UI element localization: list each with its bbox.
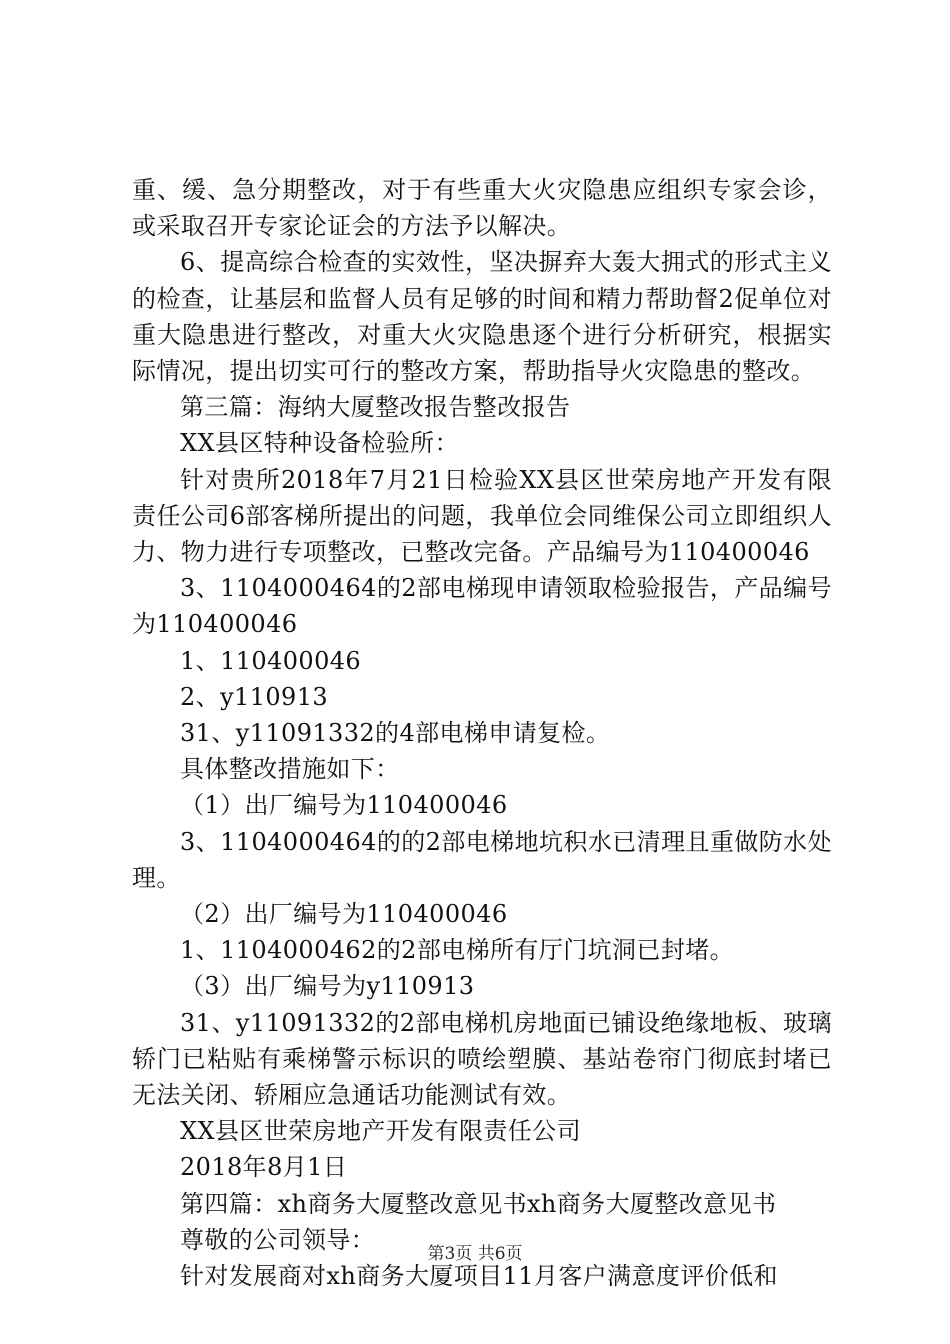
paragraph: 针对发展商对xh商务大厦项目11月客户满意度评价低和 <box>180 1262 778 1291</box>
paragraph: 针对贵所2018年7月21日检验XX县区世荣房地产开发有限责任公司6部客梯所提出的问题，我单位会同维保公司立即组织人力、物力进行专项整改，已整改完备。产品编号为110400046 <box>132 465 832 567</box>
paragraph: （3）出厂编号为y110913 <box>180 972 475 1001</box>
paragraph: 1、1104000462的2部电梯所有厅门坑洞已封堵。 <box>180 936 735 965</box>
paragraph: 第四篇：xh商务大厦整改意见书xh商务大厦整改意见书 <box>180 1189 777 1218</box>
paragraph: 31、y11091332的2部电梯机房地面已铺设绝缘地板、玻璃轿门已粘贴有乘梯警示标识的喷绘塑膜、基站卷帘门彻底封堵已无法关闭、轿厢应急通话功能测试有效。 <box>132 1008 832 1110</box>
paragraph: XX县区特种设备检验所： <box>180 429 459 458</box>
paragraph: 2、y110913 <box>180 682 329 711</box>
paragraph: 具体整改措施如下： <box>180 755 400 784</box>
paragraph: 31、y11091332的4部电梯申请复检。 <box>180 719 611 748</box>
paragraph: 2018年8月1日 <box>180 1153 348 1182</box>
paragraph: （1）出厂编号为110400046 <box>180 791 508 820</box>
paragraph: 尊敬的公司领导： <box>180 1225 376 1254</box>
paragraph: 第三篇：海纳大厦整改报告整改报告 <box>180 393 571 422</box>
paragraph: 6、提高综合检查的实效性，坚决摒弃大轰大拥式的形式主义的检查，让基层和监督人员有足够的时间和精力帮助督2促单位对重大隐患进行整改，对重大火灾隐患逐个进行分析研究，根据实际情况，提出切实可行的整改方案，帮助指导火灾隐患的整改。 <box>132 248 832 386</box>
paragraph: 重、缓、急分期整改，对于有些重大火灾隐患应组织专家会诊，或采取召开专家论证会的方法予以解决。 <box>132 176 832 241</box>
paragraph: 3、1104000464的的2部电梯地坑积水已清理且重做防水处理。 <box>132 827 832 892</box>
paragraph: 3、1104000464的2部电梯现申请领取检验报告，产品编号为110400046 <box>132 574 832 639</box>
paragraph: XX县区世荣房地产开发有限责任公司 <box>180 1117 581 1146</box>
paragraph: 1、110400046 <box>180 646 362 675</box>
paragraph: （2）出厂编号为110400046 <box>180 900 508 929</box>
document-body <box>132 172 832 1294</box>
page-footer: 第3页 共6页 <box>427 1244 523 1264</box>
